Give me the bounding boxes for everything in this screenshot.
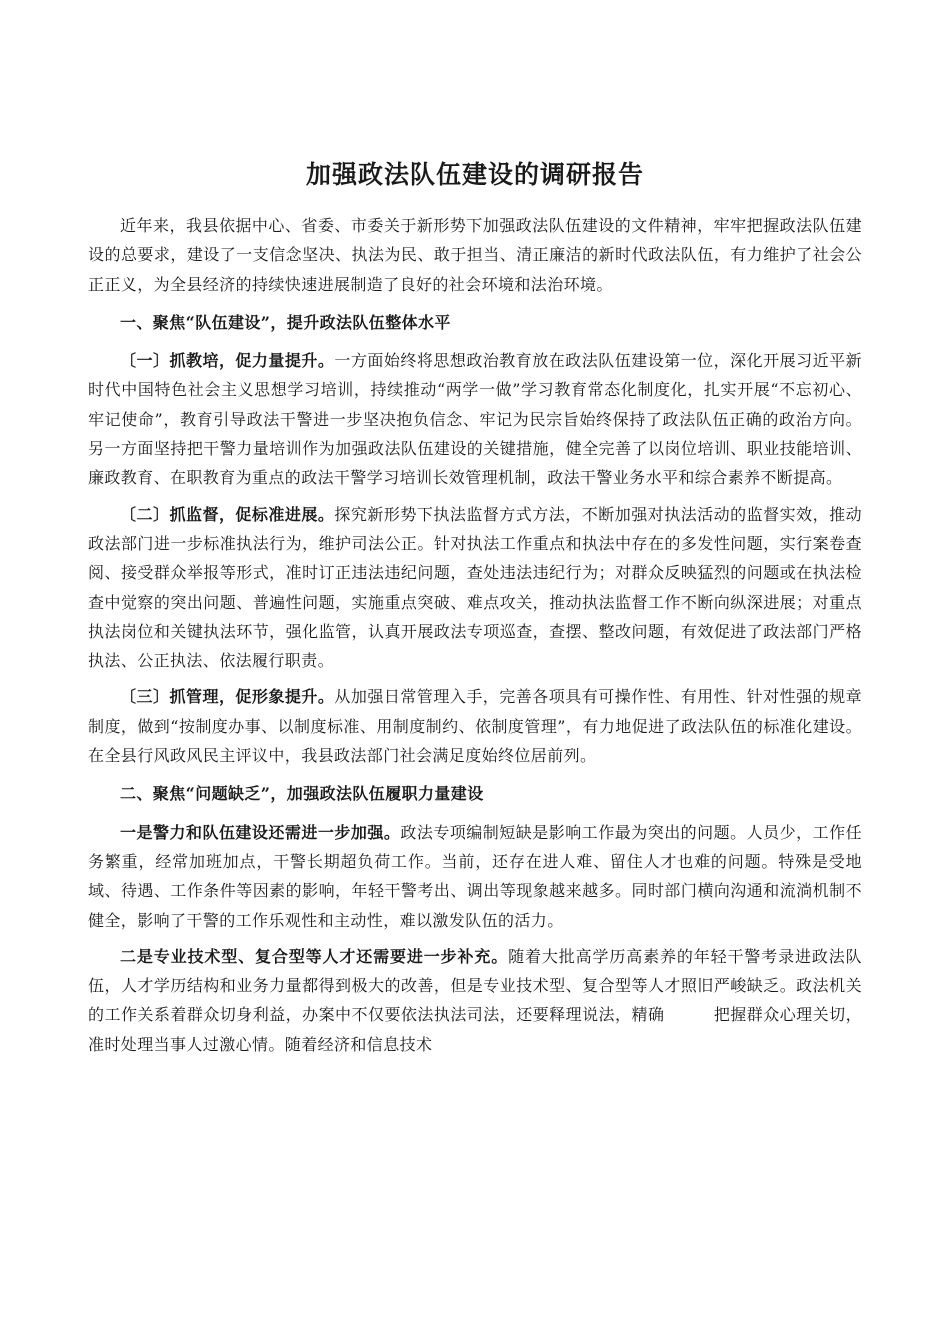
item-text: 一方面始终将思想政治教育放在政法队伍建设第一位，深化开展习近平新时代中国特色社会主义思想学习培训，持续推动“两学一做”学习教育常态化制度化，扎实开展“不忘初心、牢记使命”，教育引导政法干警进一步坚决抱负信念、牢记为民宗旨始终保持了政法队伍正确的政治方向。另一方面坚持把干警力量培训作为加强政法队伍建设的关键措施，健全完善了以岗位培训、职业技能培训、廉政教育、在职教育为重点的政法干警学习培训长效管理机制，政法干警业务水平和综合素养不断提高。	[88, 351, 862, 488]
item-lead: 〔一〕抓教培，促力量提升。	[120, 351, 335, 371]
item-text: 探究新形势下执法监督方式方法，不断加强对执法活动的监督实效，推动政法部门进一步标准执法行为，维护司法公正。针对执法工作重点和执法中存在的多发性问题，实行案卷查阅、接受群众举报等形式，准时订正违法违纪问题，查处违法违纪行为；对群众反映猛烈的问题或在执法检查中觉察的突出问题、普遍性问题，实施重点突破、难点攻关，推动执法监督工作不断向纵深进展；对重点执法岗位和关键执法环节，强化监管，认真开展政法专项巡查，查摆、整改问题，有效促进了政法部门严格执法、公正执法、依法履行职责。	[88, 504, 862, 671]
item-lead: 〔二〕抓监督，促标准进展。	[120, 504, 335, 524]
section-heading-1: 一、聚焦“队伍建设”，提升政法队伍整体水平	[120, 312, 451, 332]
section2-item-2	[88, 942, 862, 1059]
item-lead: 一是警力和队伍建设还需进一步加强。	[120, 822, 401, 842]
section1-item-1	[88, 346, 862, 492]
intro-paragraph: 近年来，我县依据中心、省委、市委关于新形势下加强政法队伍建设的文件精神，牢牢把握政法队伍建设的总要求，建设了一支信念坚决、执法为民、敢于担当、清正廉洁的新时代政法队伍，有力维护了社会公正正义，为全县经济的持续快速进展制造了良好的社会环境和法治环境。	[88, 216, 862, 294]
section1-item-2	[88, 500, 862, 676]
document-page	[88, 155, 862, 1066]
item-lead: 二是专业技术型、复合型等人才还需要进一步补充。	[120, 946, 509, 966]
item-lead: 〔三〕抓管理，促形象提升。	[120, 687, 335, 707]
section-heading-2: 二、聚焦“问题缺乏”，加强政法队伍履职力量建设	[120, 784, 484, 804]
item-text: 政法专项编制短缺是影响工作最为突出的问题。人员少，工作任务繁重，经常加班加点，干警长期超负荷工作。当前，还存在进人难、留住人才也难的问题。特殊是受地域、待遇、工作条件等因素的影响，年轻干警考出、调出等现象越来越多。同时部门横向沟通和流淌机制不健全，影响了干警的工作乐观性和主动性，难以激发队伍的活力。	[88, 822, 862, 930]
section1-item-3	[88, 682, 862, 770]
item-text: 随着大批高学历高素养的年轻干警考录进政法队伍，人才学历结构和业务力量都得到极大的改善，但是专业技术型、复合型等人才照旧严峻缺乏。政法机关的工作关系着群众切身利益，办案中不仅要依法执法司法，还要释理说法，精确 把握群众心理关切，准时处理当事人过激心情。随着经济和信息技术	[88, 946, 862, 1054]
document-title: 加强政法队伍建设的调研报告	[305, 160, 644, 189]
item-text: 从加强日常管理入手，完善各项具有可操作性、有用性、针对性强的规章制度，做到“按制度办事、以制度标准、用制度制约、依制度管理”，有力地促进了政法队伍的标准化建设。在全县行风政风民主评议中，我县政法部门社会满足度始终位居前列。	[88, 687, 862, 766]
section2-item-1	[88, 818, 862, 935]
